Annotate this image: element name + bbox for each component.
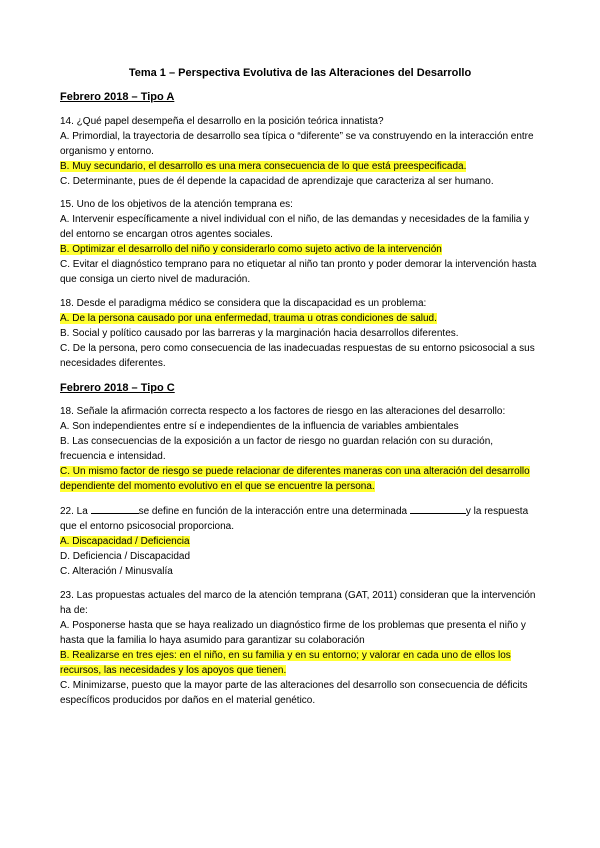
option-a-correct: A. Discapacidad / Deficiencia <box>60 536 190 547</box>
question-stem: 15. Uno de los objetivos de la atención temprana es: <box>60 199 293 210</box>
question-22 <box>60 503 538 579</box>
option-b-correct: B. Optimizar el desarrollo del niño y considerarlo como sujeto activo de la intervención <box>60 244 442 255</box>
option-d: D. Deficiencia / Discapacidad <box>60 551 191 562</box>
option-c: C. Minimizarse, puesto que la mayor parte de las alteraciones del desarrollo son consecuencia de déficits específicos producidos por daños en el material genético. <box>60 680 528 706</box>
question-15 <box>60 197 538 287</box>
question-stem: 18. Desde el paradigma médico se considera que la discapacidad es un problema: <box>60 298 427 309</box>
question-stem: 23. Las propuestas actuales del marco de la atención temprana (GAT, 2011) consideran que la intervención ha de: <box>60 590 536 616</box>
option-b-correct: B. Realizarse en tres ejes: en el niño, en su familia y en su entorno; y valorar en cada uno de ellos los recursos, las necesidades y los apoyos que tienen. <box>60 650 511 676</box>
option-c: C. Evitar el diagnóstico temprano para no etiquetar al niño tan pronto y poder demorar la intervención hasta que consiga un cierto nivel de maduración. <box>60 259 537 285</box>
option-c: C. Determinante, pues de él depende la capacidad de aprendizaje que caracteriza al ser humano. <box>60 176 494 187</box>
option-a: A. Posponerse hasta que se haya realizado un diagnóstico firme de los problemas que presenta el niño y hasta que la familia lo haya asumido para garantizar su colaboración <box>60 620 526 646</box>
question-23 <box>60 588 538 708</box>
option-b: B. Social y político causado por las barreras y la marginación hacia desarrollos diferentes. <box>60 328 459 339</box>
section-heading-tipo-c: Febrero 2018 – Tipo C <box>60 382 175 394</box>
option-a: A. Son independientes entre sí e independientes de la influencia de variables ambientales <box>60 421 459 432</box>
option-c: C. De la persona, pero como consecuencia de las inadecuadas respuestas de su entorno psicosocial a sus necesidades diferentes. <box>60 343 535 369</box>
option-a: A. Intervenir específicamente a nivel individual con el niño, de las demandas y necesidades de la familia y del entorno se encargan otros agentes sociales. <box>60 214 530 240</box>
question-18-a <box>60 296 538 371</box>
document-title: Tema 1 – Perspectiva Evolutiva de las Alteraciones del Desarrollo <box>128 67 472 79</box>
question-stem: 22. La se define en función de la interacción entre una determinada y la respuesta que el entorno psicosocial proporciona. <box>60 503 538 534</box>
option-c: C. Alteración / Minusvalía <box>60 566 173 577</box>
answer-blank <box>410 503 466 514</box>
option-b-correct: B. Muy secundario, el desarrollo es una mera consecuencia de lo que está preespecificada. <box>60 161 467 172</box>
answer-blank <box>91 503 139 514</box>
option-a-correct: A. De la persona causado por una enfermedad, trauma u otras condiciones de salud. <box>60 313 437 324</box>
question-18-c <box>60 404 538 494</box>
option-c-correct: C. Un mismo factor de riesgo se puede relacionar de diferentes maneras con una alteración del desarrollo dependiente del momento evolutivo en el que se encuentre la persona. <box>60 466 530 492</box>
question-stem: 14. ¿Qué papel desempeña el desarrollo en la posición teórica innatista? <box>60 116 384 127</box>
question-14 <box>60 114 538 189</box>
question-stem: 18. Señale la afirmación correcta respecto a los factores de riesgo en las alteraciones del desarrollo: <box>60 406 506 417</box>
option-a: A. Primordial, la trayectoria de desarrollo sea típica o “diferente” se va construyendo en la interacción entre organismo y entorno. <box>60 131 534 157</box>
section-heading-tipo-a: Febrero 2018 – Tipo A <box>60 91 175 103</box>
option-b: B. Las consecuencias de la exposición a un factor de riesgo no guardan relación con su duración, frecuencia e intensidad. <box>60 436 494 462</box>
